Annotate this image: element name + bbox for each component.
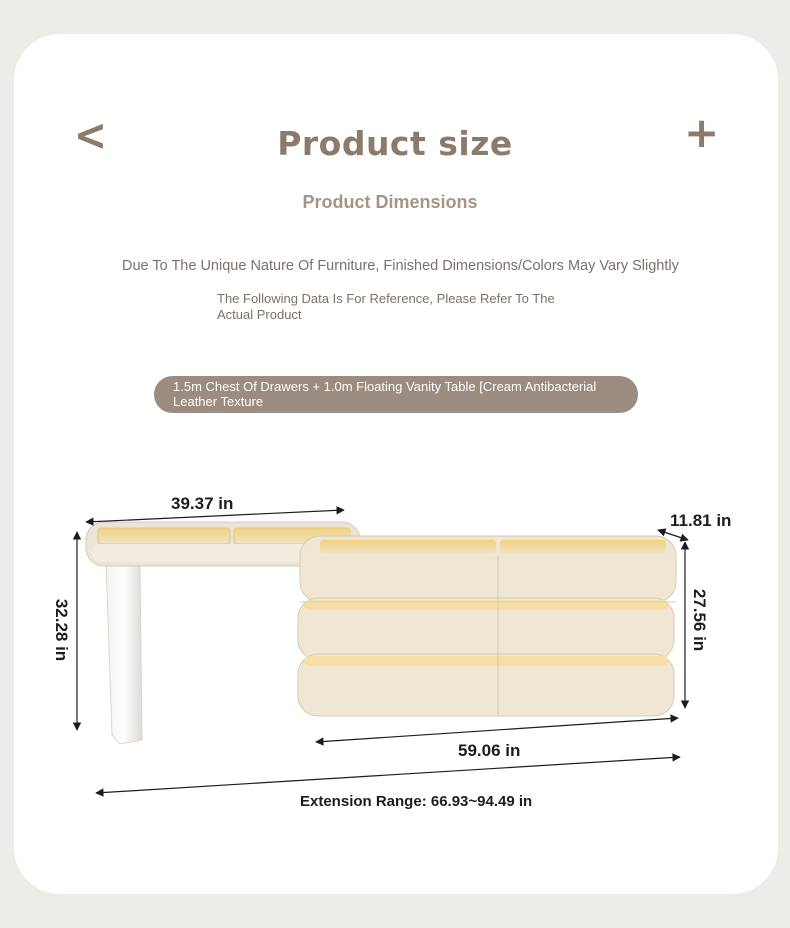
vanity-width-label: 39.37 in [171,494,234,513]
chest-of-drawers [298,536,676,716]
page-title: Product size [277,124,513,163]
depth-label: 11.81 in [670,511,732,530]
disclaimer-text: Due To The Unique Nature Of Furniture, Finished Dimensions/Colors May Vary Slightly [122,258,679,274]
reference-text: The Following Data Is For Reference, Please Refer To The Actual Product [217,291,555,322]
vanity-height-label: 32.28 in [52,598,72,662]
chest-width-line [316,718,678,742]
extension-line [96,757,680,793]
plus-icon[interactable]: + [684,108,720,157]
page-subtitle: Product Dimensions [302,192,478,212]
extension-range-label: Extension Range: 66.93~94.49 in [300,793,533,810]
chest-width-label: 59.06 in [458,741,521,760]
vanity-leg [106,562,142,744]
product-name: 1.5m Chest Of Drawers + 1.0m Floating Vanity Table [Cream Antibacterial Leather Texture [173,379,597,409]
chest-height-label: 27.56 in [690,588,710,652]
chevron-left-icon[interactable]: < [73,110,108,161]
